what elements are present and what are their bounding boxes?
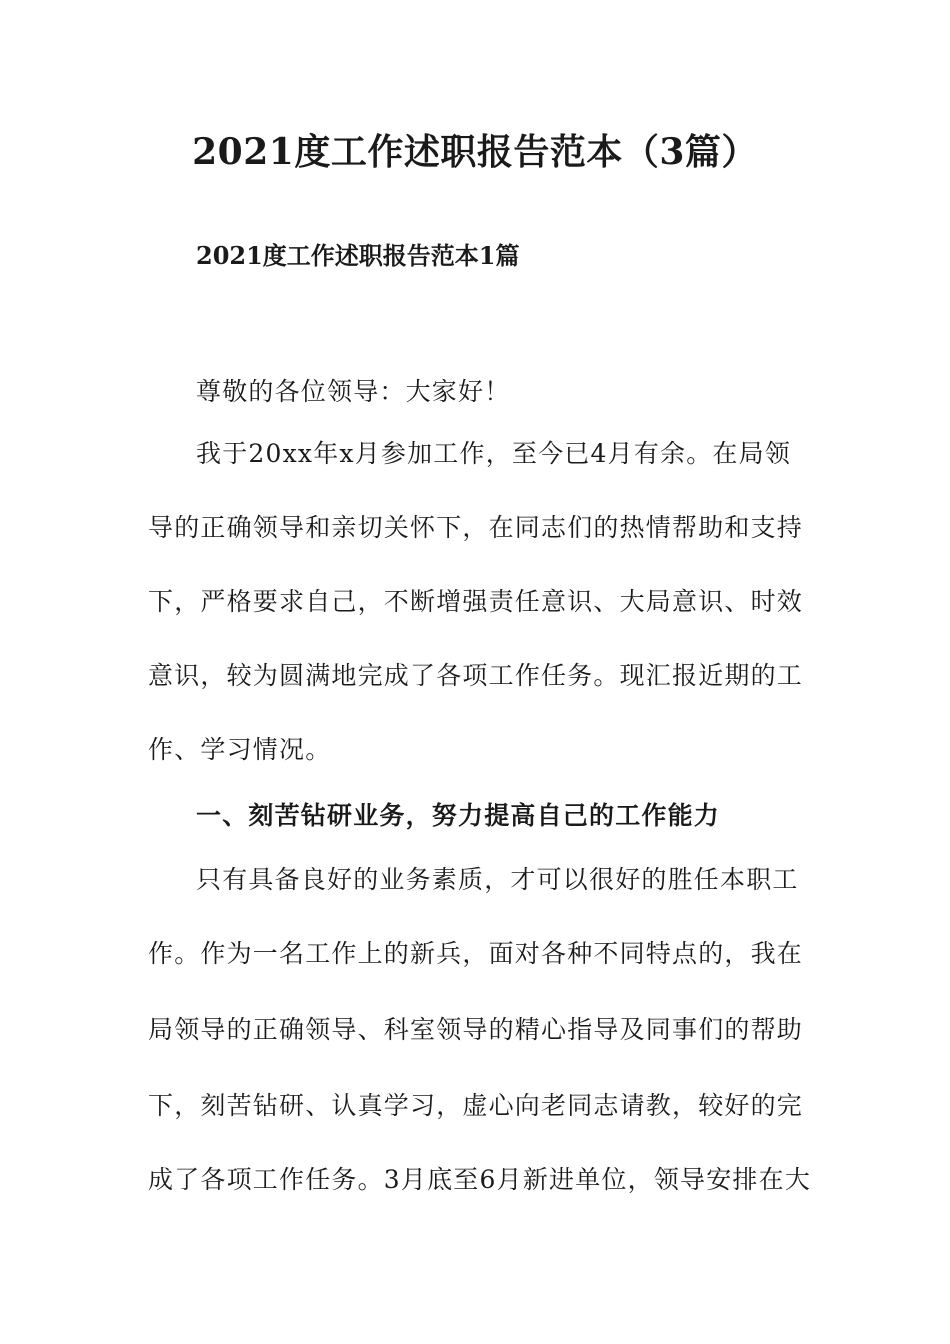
paragraph-line: 导的正确领导和亲切关怀下，在同志们的热情帮助和支持 [148,513,804,542]
paragraph-line: 作、学习情况。 [148,735,332,764]
paragraph-line: 成了各项工作任务。3月底至6月新进单位，领导安排在大 [148,1165,812,1194]
paragraph-line: 我于20xx年x月参加工作，至今已4月有余。在局领 [196,439,792,468]
subheading: 一、刻苦钻研业务，努力提高自己的工作能力 [196,801,721,830]
greeting-line: 尊敬的各位领导：大家好！ [196,377,511,406]
document-title: 2021度工作述职报告范本（3篇） [192,131,758,173]
paragraph-line: 作。作为一名工作上的新兵，面对各种不同特点的，我在 [148,939,804,968]
paragraph-line: 局领导的正确领导、科室领导的精心指导及同事们的帮助 [148,1015,804,1044]
paragraph-line: 下，严格要求自己，不断增强责任意识、大局意识、时效 [148,587,804,616]
paragraph-line: 意识，较为圆满地完成了各项工作任务。现汇报近期的工 [148,661,804,690]
paragraph-line: 只有具备良好的业务素质，才可以很好的胜任本职工 [196,865,799,894]
paragraph-line: 下，刻苦钻研、认真学习，虚心向老同志请教，较好的完 [148,1091,804,1120]
section-heading: 2021度工作述职报告范本1篇 [196,241,520,270]
